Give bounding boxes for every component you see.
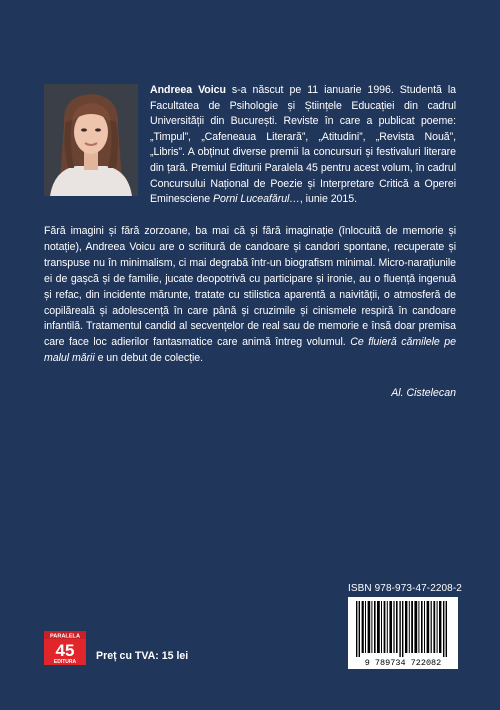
price-label: Preț cu TVA: 15 lei	[96, 650, 189, 662]
paralela-45-logo-icon	[44, 631, 86, 665]
logo-bottom-text: EDITURA	[53, 659, 77, 665]
logo-top-text: PARALELA	[49, 633, 81, 640]
author-photo	[44, 84, 138, 196]
award-title: Porni Luceafărul…	[213, 193, 300, 206]
barcode-digits: 9 789734 722082	[364, 658, 442, 668]
logo-number: 45	[55, 641, 75, 660]
review-author: Al. Cistelecan	[391, 387, 456, 399]
publisher-logo	[44, 631, 86, 665]
isbn-label: ISBN 978-973-47-2208-2	[348, 583, 462, 594]
barcode-icon	[348, 597, 458, 669]
critic-review	[44, 224, 456, 367]
book-title: Ce fluieră cămilele pe malul mării	[44, 336, 456, 365]
bio-text-end: , iunie 2015.	[299, 193, 357, 206]
review-text: Fără imagini și fără zorzoane, ba mai că și fără imaginație (înlocuită de memorie și notație), Andreea Voicu are o scriitură de candoare și candori spontane, recuperate și transpuse nu în minimalism, ci mai degrabă într-un biografism minimal. Micro-narațiunile ei de gașcă și de familie, jucate deopotrivă cu participare și ironie, au o fluență ingenuă și refac, din incidente mărunte, tratate cu stilistica aparentă a naivității, o atmosferă de copilăreală și adolescență în care până și cruzimile și cinismele respiră în candoare infantilă. Tratamentul candid al secvențelor de real sau de memorie e însă doar premisa care face loc adierilor fantasmatice care animă întreg volumul.	[44, 225, 456, 349]
bio-text: s-a născut pe 11 ianuarie 1996. Studentă la Facultatea de Psihologie și Științele Educației din cadrul Universității din București. Reviste în care a publicat poeme: „Timpul”, „Cafeneaua Literară”, „Atitudini”, „Revista Nouă”, „Libris”. A obținut diverse premii la concursuri și festivaluri literare din țară. Premiul Editurii Paralela 45 pentru acest volum, în cadrul Concursului Național de Poezie și Interpretare Critică a Operei Eminesciene	[150, 84, 456, 206]
author-name: Andreea Voicu	[150, 84, 226, 96]
author-portrait-image	[44, 84, 138, 196]
review-text-end: e un debut de colecție.	[94, 352, 204, 365]
author-bio	[150, 83, 456, 208]
barcode	[348, 597, 458, 669]
